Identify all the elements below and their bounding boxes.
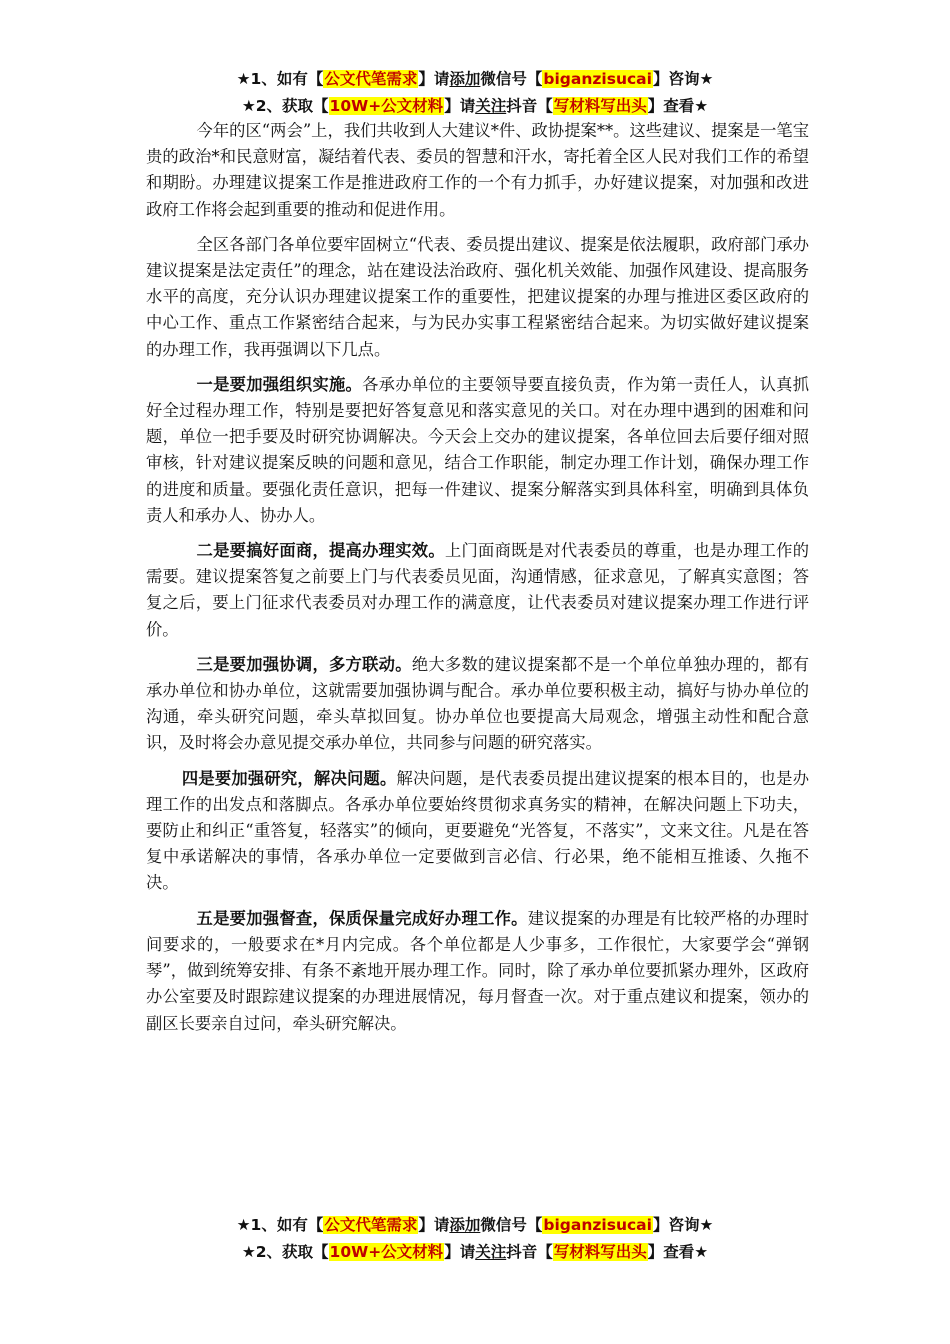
underline-text: 关注 [475,97,507,115]
paragraph-text: 绝大多数的建议提案都不是一个单位单独办理的，都有承办单位和协办单位，这就需要加强协调与配合。承办单位要积极主动，搞好与协办单位的沟通，牵头研究问题，牵头草拟回复。协办单位也要提高大局观念，增强主动性和配合意识，及时将会办意见提交承办单位，共同参与问题的研究落实。 [146,654,809,753]
paragraph-text: 各承办单位的主要领导要直接负责，作为第一责任人，认真抓好全过程办理工作，特别是要把好答复意见和落实意见的关口。对在办理中遇到的困难和问题，单位一把手要及时研究协调解决。今天会上交办的建议提案，各单位回去后要仔细对照审核，针对建议提案反映的问题和意见，结合工作职能，制定办理工作计划，确保办理工作的进度和质量。要强化责任意识，把每一件建议、提案分解落实到具体科室，明确到具体负责人和承办人、协办人。 [146,374,809,525]
banner-text: 】咨询★ [652,70,714,88]
paragraph-context [146,232,809,363]
banner-text: ★1、如有【 [236,70,324,88]
paragraph-lead: 五是要加强督查，保质保量完成好办理工作。 [196,908,528,928]
highlight-service: 公文代笔需求 [324,70,418,88]
banner-text: 】请 [444,1243,476,1261]
highlight-materials: 10W+公文材料 [329,1243,444,1261]
paragraph-text: 全区各部门各单位要牢固树立“代表、委员提出建议、提案是依法履职，政府部门承办建议提案是法定责任”的理念，站在建设法治政府、强化机关效能、加强作风建设、提高服务水平的高度，充分认识办理建议提案工作的重要性，把建议提案的办理与推进区委区政府的中心工作、重点工作紧密结合起来，与为民办实事工程紧密结合起来。为切实做好建议提案的办理工作，我再强调以下几点。 [146,234,809,359]
banner-text: ★1、如有【 [236,1216,324,1234]
highlight-service: 公文代笔需求 [324,1216,418,1234]
underline-text: 关注 [475,1243,507,1261]
paragraph-intro [146,118,809,223]
highlight-douyin-account: 写材料写出头 [553,97,647,115]
highlight-wechat-id: biganzisucai [543,1216,652,1234]
banner-text: 】请 [418,70,450,88]
banner-text: 微信号【 [480,70,543,88]
banner-text: 】查看★ [647,97,709,115]
paragraph-point-2 [146,538,809,643]
paragraph-lead: 三是要加强协调，多方联动。 [196,654,412,674]
banner-line-2 [0,1239,950,1266]
highlight-wechat-id: biganzisucai [543,70,652,88]
highlight-materials: 10W+公文材料 [329,97,444,115]
underline-text: 添加 [449,1216,481,1234]
paragraph-text: 今年的区“两会”上，我们共收到人大建议*件、政协提案**。这些建议、提案是一笔宝贵的政治*和民意财富，凝结着代表、委员的智慧和汗水，寄托着全区人民对我们工作的希望和期盼。办理建议提案工作是推进政府工作的一个有力抓手，办好建议提案，对加强和改进政府工作将会起到重要的推动和促进作用。 [146,121,809,219]
banner-text: 抖音【 [506,97,553,115]
paragraph-lead: 四是要加强研究，解决问题。 [181,768,397,788]
paragraph-text: 解决问题，是代表委员提出建议提案的根本目的，也是办理工作的出发点和落脚点。各承办单位要始终贯彻求真务实的精神，在解决问题上下功夫，要防止和纠正“重答复，轻落实”的倾向，更要避免“光答复，不落实”，文来文往。凡是在答复中承诺解决的事情，各承办单位一定要做到言必信、行必果，绝不能相互推诿、久拖不决。 [146,768,809,893]
document-body [146,118,809,1046]
banner-text: ★2、获取【 [241,97,329,115]
highlight-douyin-account: 写材料写出头 [553,1243,647,1261]
banner-text: 】请 [418,1216,450,1234]
paragraph-point-1 [146,372,809,529]
banner-text: 抖音【 [506,1243,553,1261]
footer-banner [0,1212,950,1266]
header-banner [0,66,950,120]
paragraph-point-5 [146,906,809,1037]
banner-text: ★2、获取【 [241,1243,329,1261]
paragraph-text: 上门面商既是对代表委员的尊重，也是办理工作的需要。建议提案答复之前要上门与代表委员见面，沟通情感，征求意见，了解真实意图；答复之后，要上门征求代表委员对办理工作的满意度，让代表委员对建议提案办理工作进行评价。 [146,541,809,639]
banner-line-1 [0,1212,950,1239]
banner-text: 微信号【 [480,1216,543,1234]
banner-line-1 [0,66,950,93]
underline-text: 添加 [449,70,481,88]
paragraph-point-4 [146,766,809,897]
paragraph-lead: 二是要搞好面商，提高办理实效。 [196,541,445,561]
banner-text: 】请 [444,97,476,115]
banner-line-2 [0,93,950,120]
banner-text: 】查看★ [647,1243,709,1261]
paragraph-lead: 一是要加强组织实施。 [196,374,363,394]
paragraph-text: 建议提案的办理是有比较严格的办理时间要求的，一般要求在*月内完成。各个单位都是人少事多，工作很忙，大家要学会“弹钢琴”，做到统筹安排、有条不紊地开展办理工作。同时，除了承办单位要抓紧办理外，区政府办公室要及时跟踪建议提案的办理进展情况，每月督查一次。对于重点建议和提案，领办的副区长要亲自过问，牵头研究解决。 [146,908,809,1033]
banner-text: 】咨询★ [652,1216,714,1234]
paragraph-point-3 [146,652,809,757]
